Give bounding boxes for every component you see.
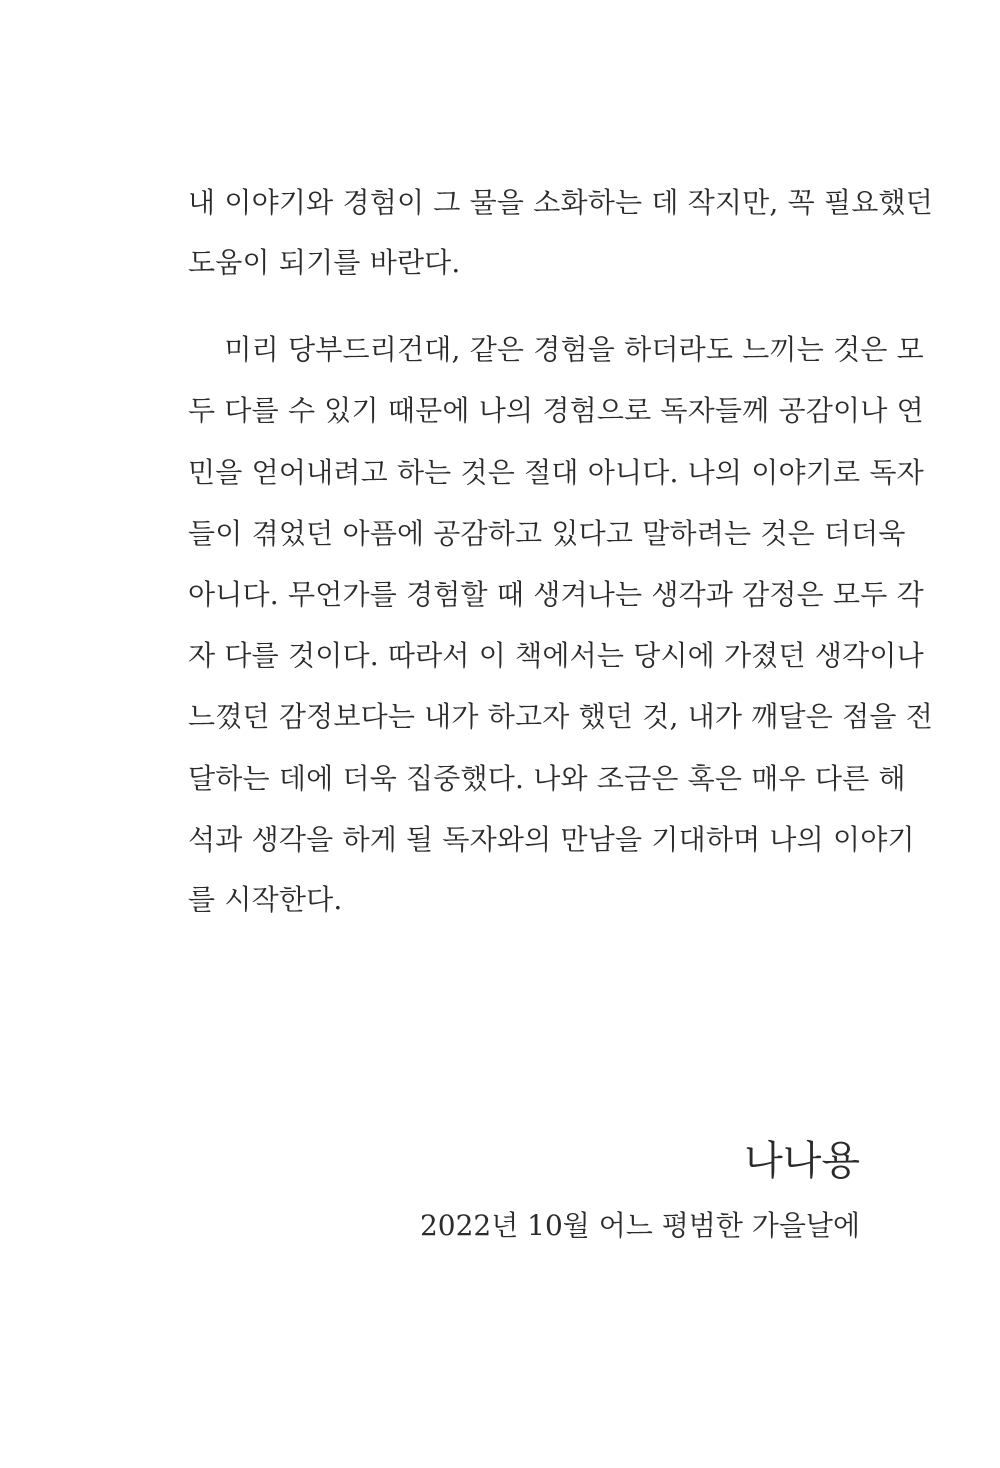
- text-line: 아니다. 무언가를 경험할 때 생겨나는 생각과 감정은 모두 각: [188, 578, 924, 611]
- text-line: 달하는 데에 더욱 집중했다. 나와 조금은 혹은 매우 다른 해: [188, 762, 906, 795]
- text-line: 두 다를 수 있기 때문에 나의 경험으로 독자들께 공감이나 연: [188, 394, 924, 427]
- author-signature: 나나용: [744, 1138, 860, 1184]
- text-line: 석과 생각을 하게 될 독자와의 만남을 기대하며 나의 이야기: [188, 823, 915, 856]
- text-line: 를 시작한다.: [188, 883, 343, 916]
- text-line: 도움이 되기를 바란다.: [188, 246, 461, 279]
- text-line: 내 이야기와 경험이 그 물을 소화하는 데 작지만, 꼭 필요했던: [188, 186, 933, 219]
- text-line: 들이 겪었던 아픔에 공감하고 있다고 말하려는 것은 더더욱: [188, 517, 906, 550]
- text-line: 자 다를 것이다. 따라서 이 책에서는 당시에 가졌던 생각이나: [188, 639, 924, 672]
- text-line: 느꼈던 감정보다는 내가 하고자 했던 것, 내가 깨달은 점을 전: [188, 700, 933, 733]
- date-line: 2022년 10월 어느 평범한 가을날에: [419, 1209, 860, 1242]
- text-line: 민을 얻어내려고 하는 것은 절대 아니다. 나의 이야기로 독자: [188, 456, 924, 489]
- text-line: 미리 당부드리건대, 같은 경험을 하더라도 느끼는 것은 모: [188, 333, 924, 366]
